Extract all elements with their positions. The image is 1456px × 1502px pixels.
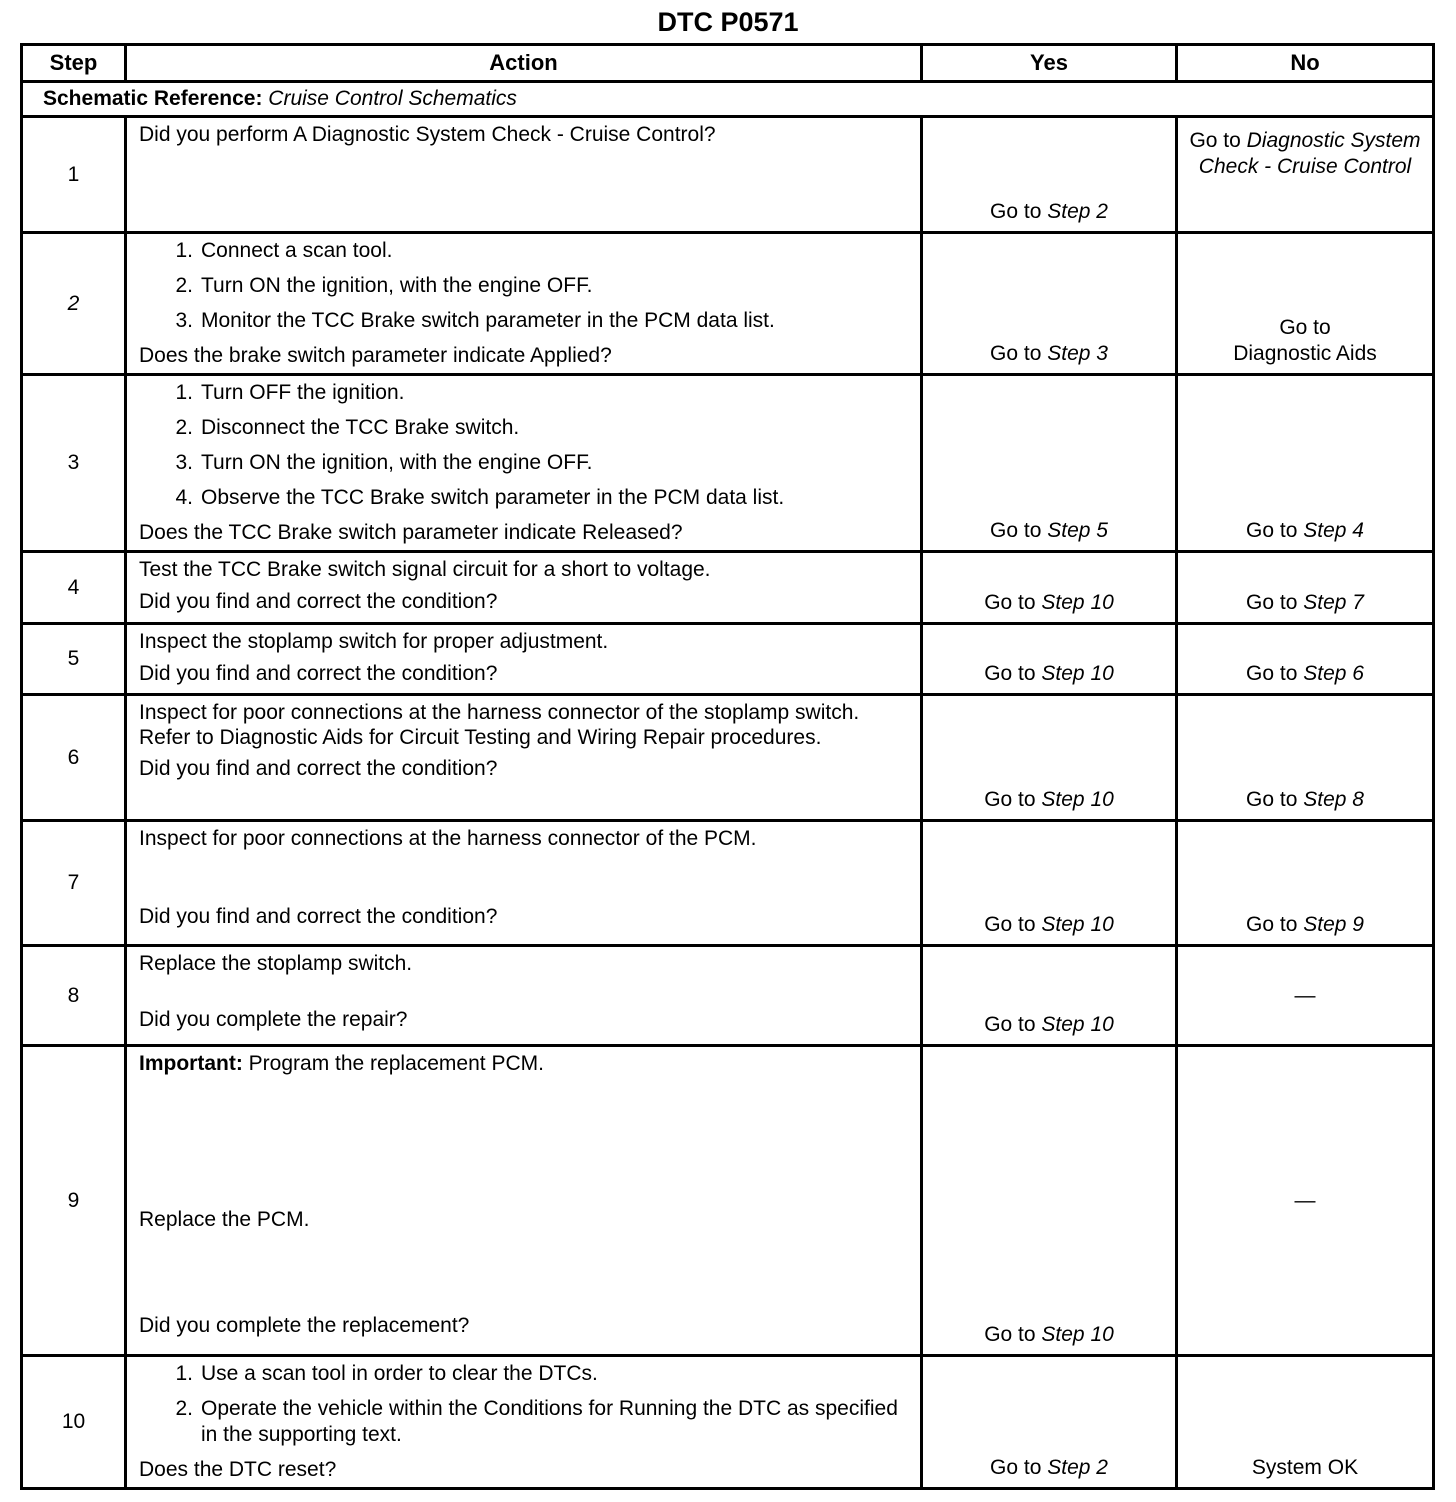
action-text: Inspect for poor connections at the harness connector of the PCM. xyxy=(139,827,757,850)
step-number: 7 xyxy=(22,821,126,946)
action-list xyxy=(139,1361,910,1448)
table-row xyxy=(22,375,1434,552)
no-cell: — xyxy=(1177,1046,1434,1356)
col-header-no: No xyxy=(1177,45,1434,82)
yes-cell[interactable] xyxy=(922,821,1177,946)
diagnostic-table xyxy=(20,43,1435,1490)
yes-target[interactable]: Step 10 xyxy=(1041,591,1114,614)
yes-cell[interactable] xyxy=(922,1356,1177,1489)
no-target[interactable]: Step 9 xyxy=(1303,913,1364,936)
step-number: 9 xyxy=(22,1046,126,1356)
action-cell xyxy=(126,375,922,552)
goto-label: Go to xyxy=(990,519,1042,542)
no-target[interactable]: Step 4 xyxy=(1303,519,1364,542)
goto-label: Go to xyxy=(1246,662,1298,685)
table-row xyxy=(22,821,1434,946)
goto-label: Go to xyxy=(990,342,1042,365)
no-cell: — xyxy=(1177,946,1434,1046)
goto-label: Go to xyxy=(984,913,1036,936)
no-cell: System OK xyxy=(1177,1356,1434,1489)
step-number xyxy=(22,233,126,375)
yes-cell[interactable] xyxy=(922,624,1177,695)
goto-label: Go to xyxy=(1279,316,1331,339)
list-item: 2. Disconnect the TCC Brake switch. xyxy=(175,416,520,439)
list-item: 3. Monitor the TCC Brake switch parameter in the PCM data list. xyxy=(175,309,775,332)
yes-target[interactable]: Step 10 xyxy=(1041,913,1114,936)
action-cell xyxy=(126,946,922,1046)
no-target[interactable]: Step 6 xyxy=(1303,662,1364,685)
yes-target[interactable]: Step 10 xyxy=(1041,1323,1114,1346)
action-text: Inspect for poor connections at the harness connector of the stoplamp switch. Refer to Diagnostic Aids for Circuit Testing and Wiring Repair procedures. xyxy=(139,701,860,749)
no-cell[interactable] xyxy=(1177,117,1434,233)
step-number: 5 xyxy=(22,624,126,695)
list-item: 1. Connect a scan tool. xyxy=(175,239,393,262)
action-text: Replace the stoplamp switch. xyxy=(139,952,413,975)
action-question: Did you find and correct the condition? xyxy=(139,757,498,780)
action-question: Did you complete the replacement? xyxy=(139,1314,470,1337)
table-row xyxy=(22,695,1434,821)
yes-target[interactable]: Step 10 xyxy=(1041,1013,1114,1036)
yes-target[interactable]: Step 3 xyxy=(1047,342,1108,365)
action-text: Inspect the stoplamp switch for proper adjustment. xyxy=(139,630,609,653)
action-question: Does the TCC Brake switch parameter indicate Released? xyxy=(139,521,683,544)
list-item: 1. Use a scan tool in order to clear the DTCs. xyxy=(175,1362,598,1385)
list-item: 2. Operate the vehicle within the Conditions for Running the DTC as specified in the supporting text. xyxy=(175,1397,898,1446)
reference-label: Schematic Reference: xyxy=(43,87,263,110)
action-list xyxy=(139,380,910,511)
no-cell[interactable] xyxy=(1177,375,1434,552)
goto-label: Go to xyxy=(984,788,1036,811)
step-number: 1 xyxy=(22,117,126,233)
list-item: 3. Turn ON the ignition, with the engine OFF. xyxy=(175,451,593,474)
action-cell xyxy=(126,1046,922,1356)
goto-label: Go to xyxy=(1246,519,1298,542)
table-row xyxy=(22,946,1434,1046)
goto-label: Go to xyxy=(1189,129,1241,152)
no-cell[interactable] xyxy=(1177,552,1434,624)
yes-cell[interactable] xyxy=(922,233,1177,375)
yes-target[interactable]: Step 2 xyxy=(1047,200,1108,223)
step-number: 6 xyxy=(22,695,126,821)
action-cell xyxy=(126,1356,922,1489)
table-row xyxy=(22,1356,1434,1489)
action-question: Did you perform A Diagnostic System Check - Cruise Control? xyxy=(139,123,716,146)
list-item: 1. Turn OFF the ignition. xyxy=(175,381,405,404)
no-cell[interactable] xyxy=(1177,695,1434,821)
yes-cell[interactable] xyxy=(922,117,1177,233)
col-header-step: Step xyxy=(22,45,126,82)
yes-cell[interactable] xyxy=(922,375,1177,552)
yes-target[interactable]: Step 5 xyxy=(1047,519,1108,542)
page-title: DTC P0571 xyxy=(657,7,799,37)
reference-row xyxy=(22,82,1434,117)
yes-target[interactable]: Step 10 xyxy=(1041,788,1114,811)
action-question: Does the DTC reset? xyxy=(139,1458,337,1481)
no-target[interactable]: Diagnostic Aids xyxy=(1233,342,1377,365)
header-row xyxy=(22,45,1434,82)
action-question: Did you find and correct the condition? xyxy=(139,662,498,685)
no-target[interactable]: Step 7 xyxy=(1303,591,1364,614)
list-item: 4. Observe the TCC Brake switch parameter in the PCM data list. xyxy=(175,486,785,509)
table-row xyxy=(22,117,1434,233)
col-header-action: Action xyxy=(126,45,922,82)
table-row xyxy=(22,233,1434,375)
important-text: Program the replacement PCM. xyxy=(248,1052,544,1075)
yes-target[interactable]: Step 2 xyxy=(1047,1456,1108,1479)
action-text: Replace the PCM. xyxy=(139,1208,310,1231)
goto-label: Go to xyxy=(990,200,1042,223)
goto-label: Go to xyxy=(984,591,1036,614)
action-question: Did you complete the repair? xyxy=(139,1008,408,1031)
table-row xyxy=(22,552,1434,624)
goto-label: Go to xyxy=(990,1456,1042,1479)
no-cell[interactable] xyxy=(1177,821,1434,946)
action-cell xyxy=(126,821,922,946)
list-item: 2. Turn ON the ignition, with the engine OFF. xyxy=(175,274,593,297)
action-question: Did you find and correct the condition? xyxy=(139,905,498,928)
goto-label: Go to xyxy=(1246,591,1298,614)
action-question: Did you find and correct the condition? xyxy=(139,590,498,613)
goto-label: Go to xyxy=(984,1013,1036,1036)
action-cell xyxy=(126,117,922,233)
action-cell xyxy=(126,624,922,695)
important-note xyxy=(139,1051,910,1077)
no-cell[interactable] xyxy=(1177,233,1434,375)
step-number: 4 xyxy=(22,552,126,624)
no-cell[interactable] xyxy=(1177,624,1434,695)
goto-label: Go to xyxy=(984,662,1036,685)
action-cell xyxy=(126,552,922,624)
no-target[interactable]: Diagnostic System Check - Cruise Control xyxy=(1198,129,1421,178)
table-row xyxy=(22,1046,1434,1356)
goto-label: Go to xyxy=(1246,913,1298,936)
yes-cell[interactable] xyxy=(922,946,1177,1046)
yes-cell[interactable] xyxy=(922,695,1177,821)
reference-link[interactable]: Cruise Control Schematics xyxy=(268,87,517,110)
col-header-yes: Yes xyxy=(922,45,1177,82)
table-row xyxy=(22,624,1434,695)
step-number: 3 xyxy=(22,375,126,552)
step-number: 8 xyxy=(22,946,126,1046)
yes-cell[interactable] xyxy=(922,552,1177,624)
important-label: Important: xyxy=(139,1052,243,1075)
action-list xyxy=(139,238,910,334)
step-number-text: 2 xyxy=(67,291,80,315)
no-target[interactable]: Step 8 xyxy=(1303,788,1364,811)
action-question: Does the brake switch parameter indicate Applied? xyxy=(139,344,612,367)
action-cell xyxy=(126,695,922,821)
goto-label: Go to xyxy=(1246,788,1298,811)
goto-label: Go to xyxy=(984,1323,1036,1346)
action-text: Test the TCC Brake switch signal circuit for a short to voltage. xyxy=(139,558,711,581)
step-number: 10 xyxy=(22,1356,126,1489)
schematic-reference xyxy=(22,82,1434,117)
yes-target[interactable]: Step 10 xyxy=(1041,662,1114,685)
yes-cell[interactable] xyxy=(922,1046,1177,1356)
action-cell xyxy=(126,233,922,375)
